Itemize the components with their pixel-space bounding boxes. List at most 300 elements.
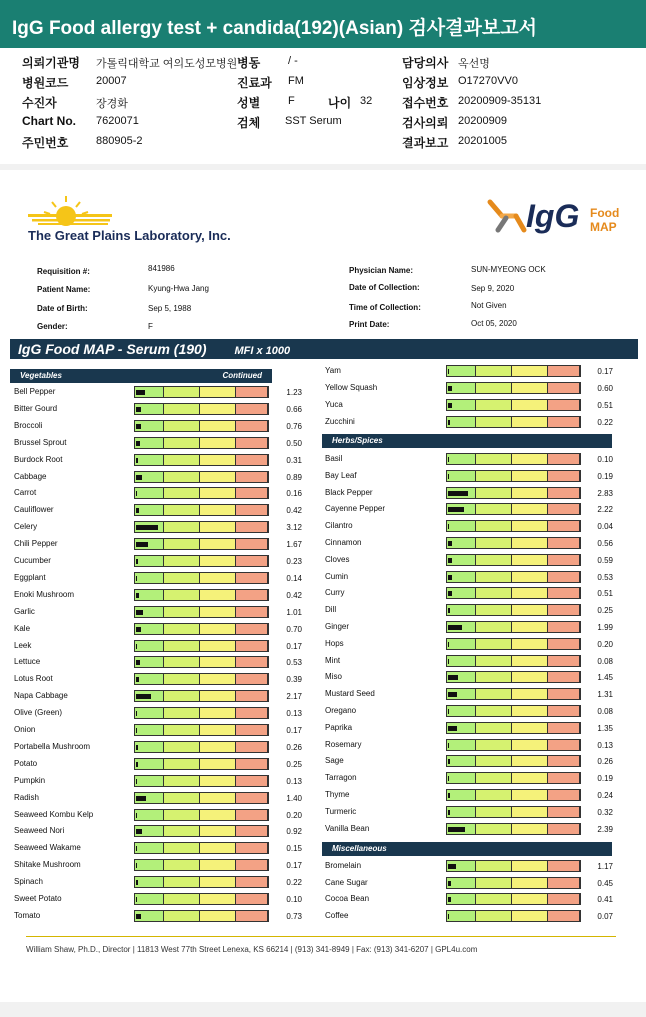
food-row — [325, 804, 625, 821]
bar-segment — [512, 723, 548, 733]
bar-segment — [135, 708, 164, 718]
bar-segment — [164, 691, 200, 701]
bar-fill — [136, 559, 138, 564]
food-name: Leek — [14, 640, 32, 650]
bar-fill — [448, 881, 451, 886]
request-date-label: 검사의뢰 — [402, 116, 449, 130]
bar-segment — [164, 657, 200, 667]
bar-segment — [476, 555, 512, 565]
food-name: Bell Pepper — [14, 387, 56, 396]
food-name: Black Pepper — [325, 487, 373, 497]
bar-fill — [136, 779, 137, 784]
reactivity-bar — [134, 825, 269, 837]
food-row — [14, 435, 314, 452]
food-row — [325, 821, 625, 838]
bar-segment — [236, 624, 268, 634]
reactivity-bar — [134, 572, 269, 584]
bar-fill — [136, 745, 138, 750]
report-date-value: 20201005 — [458, 135, 507, 147]
food-name: Sage — [325, 756, 344, 766]
bar-fill — [136, 475, 142, 480]
bar-segment — [200, 810, 236, 820]
food-row — [14, 536, 314, 553]
reactivity-bar — [446, 399, 581, 411]
bar-segment — [200, 472, 236, 482]
bar-segment — [236, 810, 268, 820]
bar-segment — [200, 404, 236, 414]
bar-segment — [512, 861, 548, 871]
food-row — [14, 452, 314, 469]
igg-logo-food: Food — [590, 206, 620, 220]
bar-segment — [512, 454, 548, 464]
section-title: Herbs/Spices — [332, 436, 383, 445]
food-name: Cloves — [325, 554, 350, 564]
food-value: 0.16 — [286, 489, 302, 499]
bar-segment — [476, 706, 512, 716]
bar-fill — [448, 914, 449, 919]
bar-fill — [136, 796, 146, 801]
bar-segment — [476, 366, 512, 376]
bar-segment — [236, 573, 268, 583]
reactivity-bar — [134, 690, 269, 702]
food-row — [325, 518, 625, 535]
bar-segment — [548, 878, 580, 888]
bar-fill — [448, 743, 449, 748]
bar-segment — [236, 860, 268, 870]
food-name: Paprika — [325, 722, 353, 732]
bar-segment — [447, 706, 476, 716]
bar-segment — [164, 590, 200, 600]
bar-segment — [200, 455, 236, 465]
bar-fill — [448, 709, 449, 714]
food-value: 1.99 — [597, 623, 613, 632]
resident-no-value: 880905-2 — [96, 135, 143, 147]
bar-segment — [512, 894, 548, 904]
bar-segment — [447, 417, 476, 427]
food-value: 0.04 — [597, 522, 613, 532]
bar-segment — [200, 793, 236, 803]
food-value: 0.25 — [597, 606, 613, 616]
food-name: Eggplant — [14, 572, 46, 582]
food-value: 0.23 — [286, 557, 302, 566]
report-title-bar — [0, 0, 646, 48]
bar-fill — [136, 829, 142, 834]
bar-fill — [136, 610, 143, 615]
bar-segment — [512, 639, 548, 649]
collection-time-label: Time of Collection: — [349, 303, 421, 312]
food-name: Radish — [14, 792, 39, 802]
bar-segment — [512, 740, 548, 750]
bar-segment — [236, 793, 268, 803]
bar-segment — [447, 756, 476, 766]
banner-subtitle: MFI x 1000 — [234, 345, 291, 357]
food-row — [14, 621, 314, 638]
reactivity-bar — [446, 772, 581, 784]
food-row — [14, 823, 314, 840]
bar-segment — [476, 605, 512, 615]
food-value: 0.22 — [597, 417, 613, 427]
collection-date-label: Date of Collection: — [349, 283, 420, 292]
food-name: Chili Pepper — [14, 539, 58, 549]
food-value: 0.25 — [286, 759, 302, 769]
bar-fill — [136, 407, 141, 412]
bar-fill — [448, 659, 449, 664]
bar-segment — [135, 843, 164, 853]
bar-segment — [548, 538, 580, 548]
bar-segment — [236, 472, 268, 482]
bar-segment — [135, 556, 164, 566]
food-value: 0.66 — [286, 404, 302, 414]
bar-segment — [200, 759, 236, 769]
reactivity-bar — [134, 386, 269, 398]
bar-segment — [164, 505, 200, 515]
patient-label: 수진자 — [22, 96, 57, 110]
reactivity-bar — [134, 910, 269, 922]
bar-segment — [476, 824, 512, 834]
bar-segment — [200, 522, 236, 532]
reactivity-bar — [134, 589, 269, 601]
bar-segment — [200, 590, 236, 600]
hospital-code-label: 병원코드 — [22, 76, 69, 90]
age-value: 32 — [360, 95, 373, 107]
bar-segment — [200, 573, 236, 583]
reactivity-bar — [134, 876, 269, 888]
bar-segment — [135, 877, 164, 887]
food-name: Seaweed Nori — [14, 826, 65, 836]
reactivity-bar — [446, 722, 581, 734]
bar-segment — [236, 742, 268, 752]
bar-segment — [236, 674, 268, 684]
food-name: Celery — [14, 522, 38, 532]
report-date-label: 결과보고 — [402, 136, 449, 150]
reactivity-bar — [134, 842, 269, 854]
bar-segment — [236, 657, 268, 667]
bar-segment — [236, 877, 268, 887]
reactivity-bar — [446, 365, 581, 377]
food-value: 1.17 — [597, 862, 613, 871]
bar-segment — [548, 756, 580, 766]
bar-fill — [448, 692, 457, 697]
food-value: 0.13 — [286, 776, 302, 786]
food-row — [14, 401, 314, 418]
bar-fill — [136, 728, 137, 733]
food-name: Cauliflower — [14, 505, 54, 515]
food-row — [325, 535, 625, 552]
food-name: Cabbage — [14, 471, 47, 481]
reactivity-bar — [134, 504, 269, 516]
food-name: Carrot — [14, 488, 37, 498]
bar-segment — [200, 539, 236, 549]
bar-segment — [164, 624, 200, 634]
bar-segment — [548, 488, 580, 498]
bar-fill — [448, 726, 457, 731]
food-value: 1.01 — [286, 607, 302, 617]
lab-report — [0, 170, 646, 1002]
request-date-value: 20200909 — [458, 115, 507, 127]
food-row — [14, 857, 314, 874]
bar-segment — [200, 911, 236, 921]
bar-segment — [164, 793, 200, 803]
food-value: 0.32 — [597, 807, 613, 817]
food-name: Miso — [325, 672, 342, 682]
patient-value: 장경화 — [96, 98, 128, 110]
food-value: 0.17 — [286, 861, 302, 871]
bar-segment — [476, 622, 512, 632]
bar-segment — [135, 674, 164, 684]
bar-segment — [447, 773, 476, 783]
bar-segment — [164, 708, 200, 718]
bar-segment — [548, 366, 580, 376]
section-miscellaneous — [322, 842, 612, 856]
hospital-code-value: 20007 — [96, 75, 127, 87]
bar-segment — [512, 400, 548, 410]
food-name: Napa Cabbage — [14, 691, 68, 701]
food-name: Broccoli — [14, 420, 43, 430]
bar-segment — [236, 488, 268, 498]
food-row — [325, 770, 625, 787]
food-value: 0.51 — [597, 589, 613, 599]
food-row — [14, 502, 314, 519]
reactivity-bar — [134, 859, 269, 871]
bar-segment — [135, 742, 164, 752]
food-row — [14, 587, 314, 604]
food-row — [14, 418, 314, 435]
bar-segment — [476, 504, 512, 514]
food-value: 0.26 — [286, 742, 302, 752]
reactivity-bar — [134, 640, 269, 652]
reactivity-bar — [446, 688, 581, 700]
bar-segment — [236, 556, 268, 566]
bar-segment — [476, 807, 512, 817]
bar-segment — [200, 691, 236, 701]
food-name: Yuca — [325, 399, 343, 409]
bar-segment — [236, 438, 268, 448]
bar-segment — [164, 759, 200, 769]
bar-segment — [447, 740, 476, 750]
requisition-value: 841986 — [148, 264, 175, 273]
bar-fill — [136, 677, 139, 682]
bar-segment — [512, 824, 548, 834]
bar-segment — [200, 421, 236, 431]
reactivity-bar — [446, 789, 581, 801]
bar-fill — [448, 524, 449, 529]
clinical-info-label: 임상정보 — [402, 76, 449, 90]
food-value: 2.22 — [597, 505, 613, 515]
bar-segment — [476, 740, 512, 750]
bar-segment — [512, 672, 548, 682]
food-row — [325, 585, 625, 602]
specimen-value: SST Serum — [285, 115, 342, 127]
food-name: Oregano — [325, 706, 357, 715]
patient-name-label: Patient Name: — [37, 285, 91, 294]
bar-segment — [548, 622, 580, 632]
food-row — [325, 602, 625, 619]
bar-segment — [512, 538, 548, 548]
bar-segment — [476, 454, 512, 464]
bar-segment — [476, 572, 512, 582]
bar-segment — [135, 759, 164, 769]
bar-segment — [447, 471, 476, 481]
bar-segment — [512, 807, 548, 817]
collection-time-value: Not Given — [471, 301, 507, 310]
bar-fill — [136, 491, 137, 496]
bar-fill — [136, 627, 141, 632]
gender-label: Gender: — [37, 322, 68, 331]
food-name: Cane Sugar — [325, 877, 368, 887]
bar-fill — [448, 575, 452, 580]
bar-segment — [135, 573, 164, 583]
food-name: Basil — [325, 454, 343, 463]
lab-footer — [26, 936, 616, 954]
reactivity-bar — [446, 655, 581, 667]
bar-segment — [200, 641, 236, 651]
bar-segment — [164, 607, 200, 617]
ward-label: 병동 — [237, 56, 261, 70]
food-name: Sweet Potato — [14, 894, 62, 903]
bar-fill — [448, 675, 458, 680]
bar-segment — [236, 759, 268, 769]
bar-segment — [476, 538, 512, 548]
specimen-label: 검체 — [237, 116, 261, 130]
bar-segment — [447, 790, 476, 800]
bar-segment — [236, 911, 268, 921]
bar-segment — [476, 471, 512, 481]
bar-segment — [548, 605, 580, 615]
bar-segment — [476, 639, 512, 649]
bar-segment — [476, 588, 512, 598]
reactivity-bar — [134, 521, 269, 533]
bar-segment — [164, 539, 200, 549]
bar-segment — [512, 383, 548, 393]
bar-segment — [236, 776, 268, 786]
bar-segment — [135, 505, 164, 515]
bar-segment — [236, 539, 268, 549]
chart-no-label: Chart No. — [22, 114, 76, 128]
food-name: Garlic — [14, 606, 35, 616]
bar-segment — [164, 387, 200, 397]
bar-segment — [512, 417, 548, 427]
food-row — [325, 787, 625, 804]
bar-segment — [135, 488, 164, 498]
bar-segment — [548, 555, 580, 565]
bar-segment — [476, 911, 512, 921]
food-name: Dill — [325, 605, 337, 615]
dob-label: Date of Birth: — [37, 304, 88, 313]
bar-segment — [476, 723, 512, 733]
bar-segment — [200, 556, 236, 566]
bar-segment — [548, 723, 580, 733]
requisition-label: Requisition #: — [37, 267, 90, 276]
bar-fill — [448, 793, 450, 798]
bar-fill — [448, 457, 449, 462]
bar-segment — [164, 843, 200, 853]
food-row — [14, 756, 314, 773]
food-row — [325, 468, 625, 485]
food-row — [14, 840, 314, 857]
bar-segment — [548, 572, 580, 582]
bar-segment — [200, 505, 236, 515]
reactivity-bar — [446, 571, 581, 583]
bar-segment — [164, 522, 200, 532]
food-name: Bitter Gourd — [14, 403, 58, 413]
bar-fill — [448, 507, 464, 512]
food-value: 0.92 — [286, 827, 302, 837]
igg-logo-text: IgG — [526, 198, 580, 234]
bar-segment — [200, 657, 236, 667]
food-name: Cilantro — [325, 521, 353, 531]
food-name: Ginger — [325, 622, 350, 631]
doctor-value: 옥선명 — [458, 58, 490, 70]
food-value: 0.41 — [597, 895, 613, 905]
bar-segment — [476, 521, 512, 531]
reactivity-bar — [134, 606, 269, 618]
food-value: 0.07 — [597, 912, 613, 922]
food-name: Seaweed Wakame — [14, 843, 81, 853]
bar-segment — [512, 471, 548, 481]
bar-segment — [200, 860, 236, 870]
food-row — [14, 638, 314, 655]
bar-fill — [448, 759, 450, 764]
food-row — [325, 485, 625, 502]
bar-segment — [135, 641, 164, 651]
food-value: 0.76 — [286, 421, 302, 431]
bar-fill — [136, 694, 151, 699]
food-name: Cucumber — [14, 556, 51, 565]
bar-segment — [200, 826, 236, 836]
reactivity-bar — [134, 893, 269, 905]
bar-segment — [236, 387, 268, 397]
food-row — [14, 519, 314, 536]
bar-segment — [548, 454, 580, 464]
bar-fill — [448, 491, 468, 496]
food-value: 0.24 — [597, 791, 613, 800]
bar-fill — [136, 576, 137, 581]
bar-segment — [476, 400, 512, 410]
bar-segment — [135, 810, 164, 820]
bar-segment — [548, 911, 580, 921]
food-row — [14, 384, 314, 401]
ward-value: / - — [288, 55, 298, 67]
food-row — [14, 773, 314, 790]
food-name: Spinach — [14, 877, 43, 887]
bar-segment — [236, 455, 268, 465]
food-value: 0.45 — [597, 878, 613, 888]
food-value: 0.13 — [597, 740, 613, 750]
food-name: Portabella Mushroom — [14, 741, 91, 751]
food-row — [325, 753, 625, 770]
food-row — [325, 363, 625, 380]
bar-segment — [447, 521, 476, 531]
food-name: Burdock Root — [14, 454, 63, 464]
food-value: 0.13 — [286, 709, 302, 719]
bar-segment — [512, 706, 548, 716]
bar-segment — [512, 555, 548, 565]
reactivity-bar — [134, 673, 269, 685]
food-value: 1.45 — [597, 673, 613, 683]
continued-label: Continued — [222, 371, 262, 380]
food-row — [14, 722, 314, 739]
food-name: Bromelain — [325, 861, 362, 870]
bar-fill — [448, 474, 449, 479]
bar-segment — [135, 894, 164, 904]
bar-segment — [236, 641, 268, 651]
bar-segment — [476, 672, 512, 682]
bar-segment — [236, 404, 268, 414]
bar-segment — [164, 488, 200, 498]
bar-segment — [164, 404, 200, 414]
food-value: 3.12 — [286, 523, 302, 533]
bar-segment — [164, 742, 200, 752]
